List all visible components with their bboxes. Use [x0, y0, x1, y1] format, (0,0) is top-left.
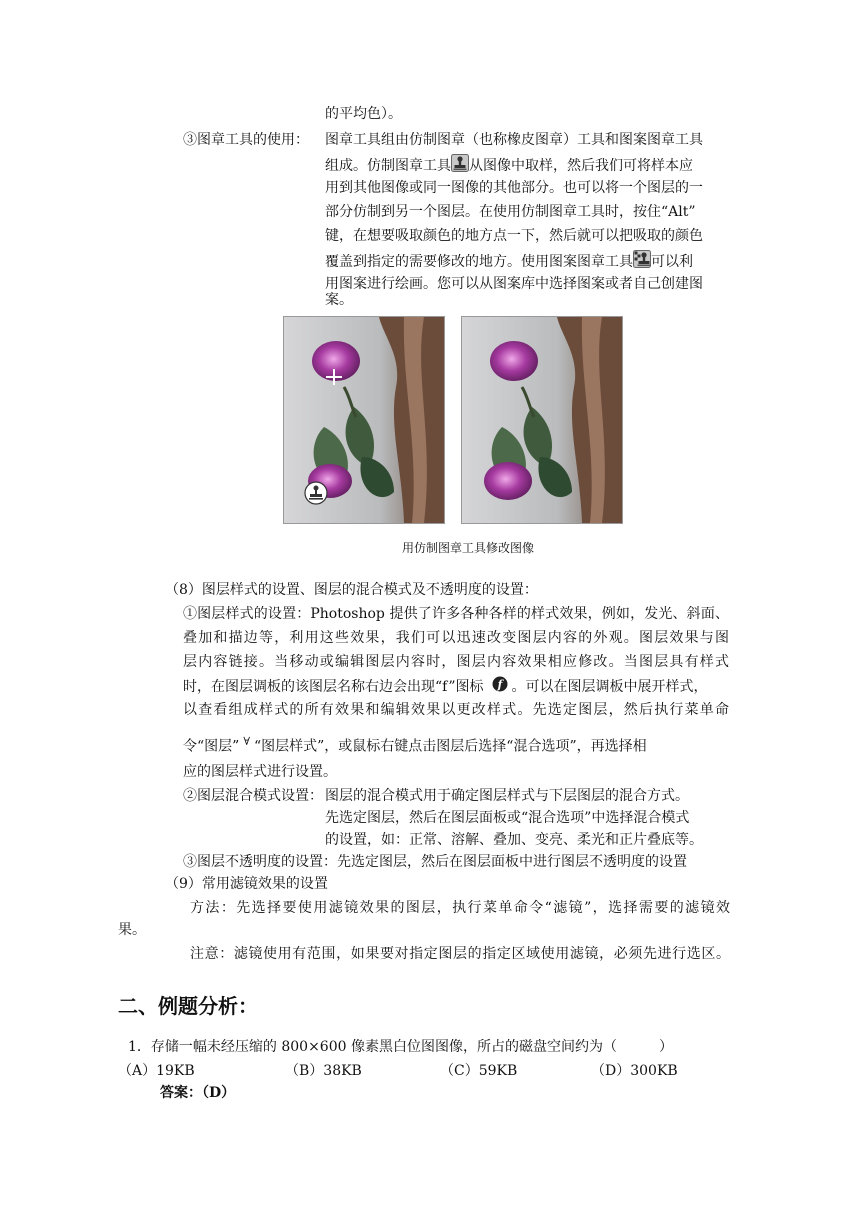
layer-style-line-5: 以查看组成样式的所有效果和编辑效果以更改样式。先选定图层，然后执行菜单命 — [183, 702, 729, 718]
figure-before-image — [283, 316, 445, 524]
svg-text:f: f — [497, 678, 502, 691]
pattern-stamp-icon — [633, 250, 651, 274]
layer-style-line-4: 时，在图层调板的该图层名称右边会出现“f”图标 f 。可以在图层调板中展开样式， — [183, 676, 708, 698]
stamp-line-4: 部分仿制到另一个图层。在使用仿制图章工具时，按住“Alt” — [325, 204, 696, 220]
blend-mode-line-3: 的设置，如：正常、溶解、叠加、变亮、柔光和正片叠底等。 — [325, 832, 703, 848]
clone-stamp-icon — [451, 154, 469, 178]
filter-note-line: 注意：滤镜使用有范围，如果要对指定图层的指定区域使用滤镜，必须先进行选区。 — [190, 946, 730, 962]
layer-style-line-7: 应的图层样式进行设置。 — [183, 764, 337, 780]
layer-style-line-1: ①图层样式的设置：Photoshop 提供了许多各种各样的样式效果，例如，发光、斜面、 — [183, 606, 729, 622]
section-9-title: （9）常用滤镜效果的设置 — [165, 876, 328, 892]
stamp-line-1: 图章工具组由仿制图章（也称橡皮图章）工具和图案图章工具 — [325, 132, 703, 148]
figure-after-image — [461, 316, 623, 524]
paragraph-continuation: 的平均色）。 — [325, 106, 402, 122]
layer-style-line-3: 层内容链接。当移动或编辑图层内容时，图层内容效果相应修改。当图层具有样式 — [183, 654, 729, 670]
blend-mode-line-2: 先选定图层，然后在图层面板或“混合选项”中选择混合模式 — [325, 810, 690, 826]
question-1-stem: 1．存储一幅未经压缩的 800×600 像素黑白位图图像，所占的磁盘空间约为（ ） — [128, 1039, 673, 1055]
stamp-line-2: 组成。仿制图章工具 从图像中取样，然后我们可将样本应 — [325, 154, 693, 178]
filter-method-line-1: 方法：先选择要使用滤镜效果的图层，执行菜单命令“滤镜”，选择需要的滤镜效 — [190, 900, 730, 916]
stamp-tool-label: ③图章工具的使用： — [183, 132, 309, 148]
blend-mode-line-1: 图层的混合模式用于确定图层样式与下层图层的混合方式。 — [325, 788, 689, 804]
stamp-line-3: 用到其他图像或同一图像的其他部分。也可以将一个图层的一 — [325, 180, 703, 196]
layer-style-fx-icon — [492, 676, 508, 698]
clone-stamp-cursor-icon — [305, 482, 327, 504]
section-8-title: （8）图层样式的设置、图层的混合模式及不透明度的设置： — [165, 582, 538, 598]
section-heading: 二、例题分析： — [118, 994, 258, 1018]
filter-method-line-2: 果。 — [118, 922, 146, 938]
layer-style-line-2: 叠加和描边等，利用这些效果，我们可以迅速改变图层内容的外观。图层效果与图 — [183, 630, 729, 646]
menu-arrow-symbol: ∀ — [243, 735, 250, 748]
figure-caption: 用仿制图章工具修改图像 — [402, 541, 535, 555]
opacity-line: ③图层不透明度的设置：先选定图层，然后在图层面板中进行图层不透明度的设置 — [183, 854, 687, 870]
option-b: （B）38KB — [285, 1063, 362, 1079]
option-d: （D）300KB — [591, 1063, 678, 1079]
option-a: （A）19KB — [118, 1063, 195, 1079]
option-c: （C）59KB — [440, 1063, 518, 1079]
stamp-line-8: 案。 — [325, 292, 353, 308]
stamp-line-5: 键，在想要吸取颜色的地方点一下，然后就可以把吸取的颜色 — [325, 228, 703, 244]
answer-label: 答案： — [160, 1085, 202, 1101]
answer-line — [160, 1083, 235, 1103]
stamp-line-6: 覆盖到指定的需要修改的地方。使用图案图章工具 可以利 — [325, 250, 693, 274]
layer-style-line-6: 令“图层” ∀ “图层样式”，或鼠标右键点击图层后选择“混合选项”，再选择相 — [183, 735, 647, 755]
blend-mode-label: ②图层混合模式设置： — [183, 788, 323, 804]
answer-value: （D） — [202, 1085, 236, 1101]
stamp-line-7: 用图案进行绘画。您可以从图案库中选择图案或者自己创建图 — [325, 276, 703, 292]
